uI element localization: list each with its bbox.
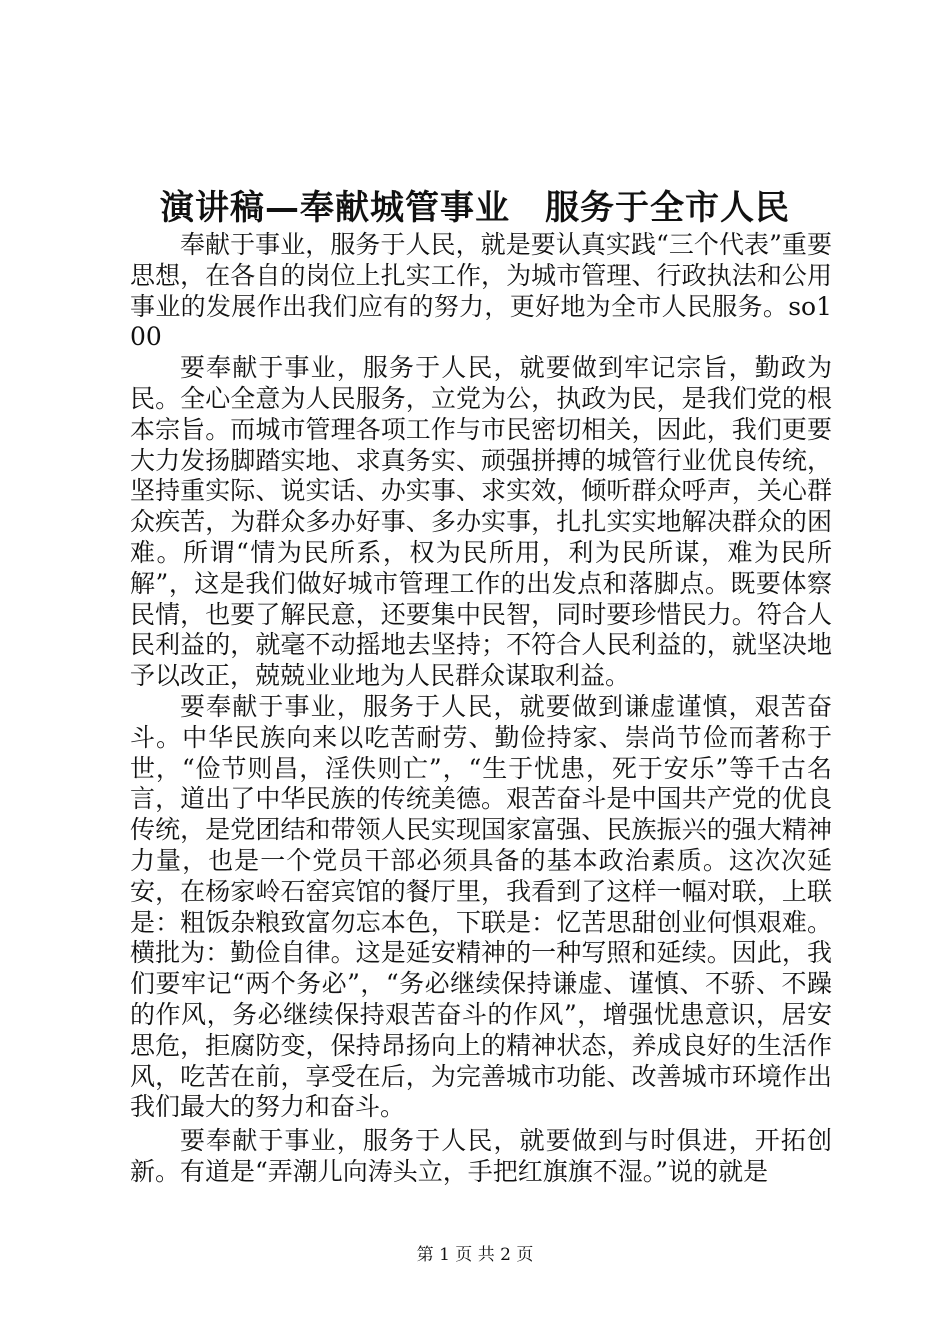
document-body — [130, 230, 832, 1188]
paragraph-3: 要奉献于事业，服务于人民，就要做到谦虚谨慎，艰苦奋斗。中华民族向来以吃苦耐劳、勤俭持家、崇尚节俭而著称于世，“俭节则昌，淫佚则亡”，“生于忧患，死于安乐”等千古名言，道出了中华民族的传统美德。艰苦奋斗是中国共产党的优良传统，是党团结和带领人民实现国家富强、民族振兴的强大精神力量，也是一个党员干部必须具备的基本政治素质。这次次延安，在杨家岭石窑宾馆的餐厅里，我看到了这样一幅对联，上联是：粗饭杂粮致富勿忘本色，下联是：忆苦思甜创业何惧艰难。横批为：勤俭自律。这是延安精神的一种写照和延续。因此，我们要牢记“两个务必”，“务必继续保持谦虚、谨慎、不骄、不躁的作风，务必继续保持艰苦奋斗的作风”，增强忧患意识，居安思危，拒腐防变，保持昂扬向上的精神状态，养成良好的生活作风，吃苦在前，享受在后，为完善城市功能、改善城市环境作出我们最大的努力和奋斗。 — [130, 691, 832, 1122]
page-number-footer: 第 1 页 共 2 页 — [416, 1245, 534, 1265]
paragraph-1: 奉献于事业，服务于人民，就是要认真实践“三个代表”重要思想，在各自的岗位上扎实工作，为城市管理、行政执法和公用事业的发展作出我们应有的努力，更好地为全市人民服务。so100 — [130, 230, 832, 352]
document-title: 演讲稿—奉献城管事业 服务于全市人民 — [160, 188, 790, 228]
paragraph-2: 要奉献于事业，服务于人民，就要做到牢记宗旨，勤政为民。全心全意为人民服务，立党为公，执政为民，是我们党的根本宗旨。而城市管理各项工作与市民密切相关，因此，我们更要大力发扬脚踏实地、求真务实、顽强拼搏的城管行业优良传统，坚持重实际、说实话、办实事、求实效，倾听群众呼声，关心群众疾苦，为群众多办好事、多办实事，扎扎实实地解决群众的困难。所谓“情为民所系，权为民所用，利为民所谋，难为民所解”，这是我们做好城市管理工作的出发点和落脚点。既要体察民情，也要了解民意，还要集中民智，同时要珍惜民力。符合人民利益的，就毫不动摇地去坚持；不符合人民利益的，就坚决地予以改正，兢兢业业地为人民群众谋取利益。 — [130, 353, 832, 691]
paragraph-4: 要奉献于事业，服务于人民，就要做到与时俱进，开拓创新。有道是“弄潮儿向涛头立，手把红旗旗不湿。”说的就是 — [130, 1126, 832, 1186]
